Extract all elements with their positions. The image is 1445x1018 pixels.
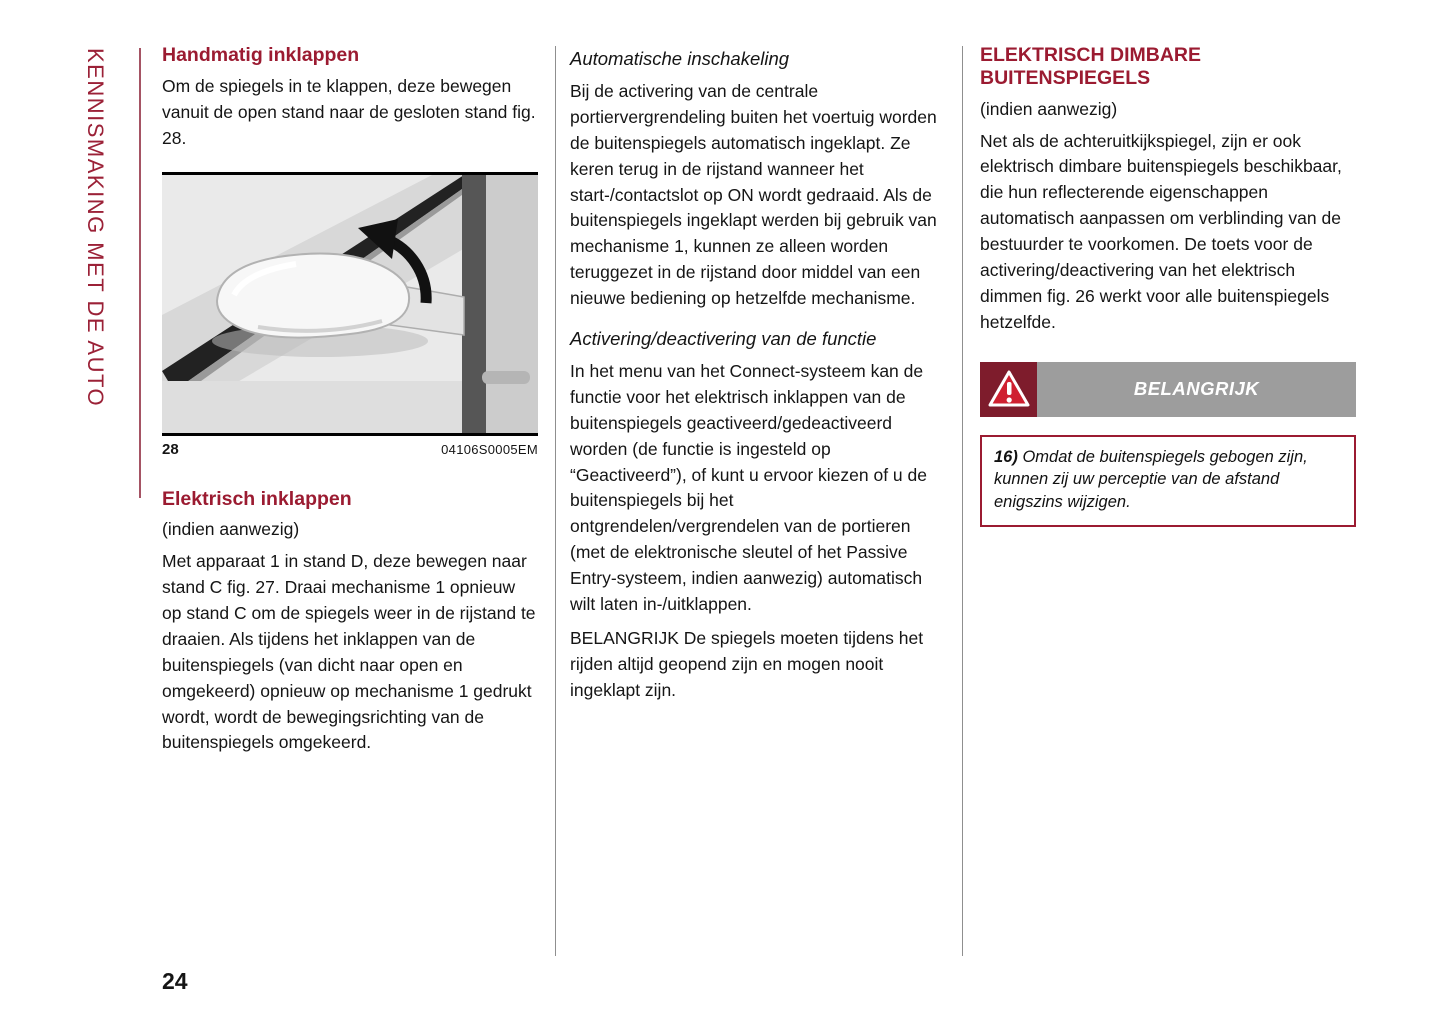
note-box	[980, 435, 1356, 527]
sidebar-rule	[139, 48, 141, 498]
heading-manual-folding: Handmatig inklappen	[162, 44, 360, 66]
subheading-if-present: (indien aanwezig)	[980, 98, 1118, 119]
paragraph-manual-folding: Om de spiegels in te klappen, deze bewegen vanuit de open stand naar de gesloten stand fig. 28.	[162, 76, 536, 149]
figure-number: 28	[162, 441, 179, 459]
figure-caption	[162, 441, 538, 458]
warning-box	[980, 362, 1356, 417]
figure-bottom-rule	[162, 433, 538, 436]
column-divider	[555, 46, 556, 956]
paragraph-electric-dimming: Net als de achteruitkijkspiegel, zijn er ook elektrisch dimbare buitenspiegels beschikbaar, die hun reflecterende eigenschappen automatisch aanpassen om verblinding van de bestuurder te voorkomen. De toets voor de activering/deactivering van het elektrisch dimmen fig. 26 werkt voor alle buitenspiegels hetzelfde.	[980, 130, 1342, 332]
column-manual-folding	[162, 44, 538, 764]
heading-electric-dimming: ELEKTRISCH DIMBARE BUITENSPIEGELS	[980, 44, 1202, 90]
column-dimming-mirrors	[980, 44, 1356, 527]
sidebar-chapter-label: KENNISMAKING MET DE AUTO	[83, 48, 108, 408]
warning-triangle-icon	[988, 370, 1030, 408]
figure-mirror	[162, 172, 538, 458]
column-automatic	[570, 44, 946, 712]
note-text: Omdat de buitenspiegels gebogen zijn, kunnen zij uw perceptie van de afstand enigszins wijzigen.	[994, 447, 1308, 512]
figure-code: 04106S0005EM	[441, 442, 538, 458]
paragraph-automatic-activation: Bij de activering van de centrale portiervergrendeling buiten het voertuig worden de buitenspiegels automatisch ingeklapt. Ze keren terug in de rijstand wanneer het start-/contactslot op ON wordt gedraaid. Als de buitenspiegels ingeklapt werden bij gebruik van mechanisme 1, kunnen ze alleen worden teruggezet in de rijstand door middel van een nieuwe bediening op hetzelfde mechanisme.	[570, 81, 937, 309]
paragraph-important-note: BELANGRIJK De spiegels moeten tijdens het rijden altijd geopend zijn en mogen nooit ingeklapt zijn.	[570, 627, 924, 700]
warning-bar	[1037, 362, 1356, 417]
heading-function-activation: Activering/deactivering van de functie	[570, 328, 877, 350]
note-number: 16)	[994, 447, 1018, 466]
page-number: 24	[162, 968, 188, 994]
column-divider	[962, 46, 963, 956]
subheading-if-present: (indien aanwezig)	[162, 519, 300, 540]
warning-icon-cell	[980, 362, 1037, 417]
mirror-photo-illustration	[162, 175, 538, 433]
paragraph-function-activation: In het menu van het Connect-systeem kan de functie voor het elektrisch inklappen van de buitenspiegels geactiveerd/gedeactiveerd worden (de functie is ingesteld op “Geactiveerd”), of kunt u ervoor kiezen of u de buitenspiegels bij het ontgrendelen/vergrendelen van de portieren (met de elektronische sleutel of het Passive Entry-systeem, indien aanwezig) automatisch wilt laten in-/uitklappen.	[570, 361, 927, 615]
paragraph-electric-folding: Met apparaat 1 in stand D, deze bewegen naar stand C fig. 27. Draai mechanisme 1 opnieuw op stand C om de spiegels weer in de rijstand te draaien. Als tijdens het inklappen van de buitenspiegels (van dicht naar open en omgekeerd) opnieuw op mechanisme 1 gedrukt wordt, wordt de bewegingsrichting van de buitenspiegels omgekeerd.	[162, 551, 536, 753]
heading-automatic-activation: Automatische inschakeling	[570, 48, 790, 69]
warning-label: BELANGRIJK	[1133, 378, 1260, 400]
heading-electric-folding: Elektrisch inklappen	[162, 488, 352, 511]
